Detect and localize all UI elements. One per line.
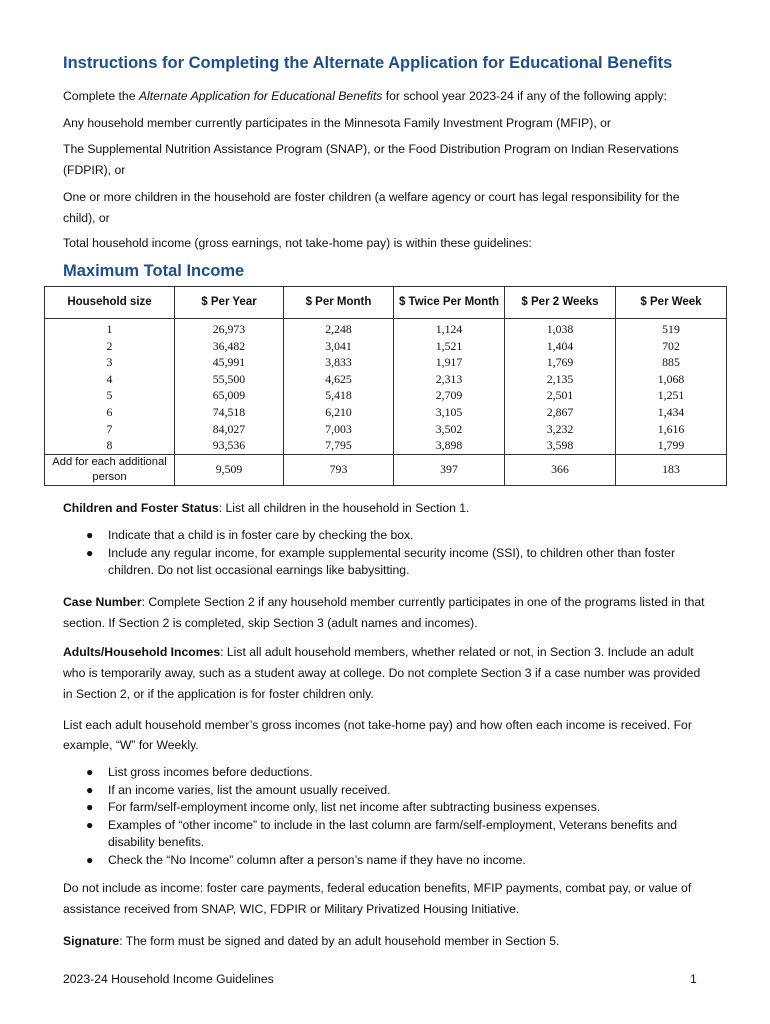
list-item [63,764,713,782]
table-cell: 4,625 [325,371,352,386]
header-household-size: Household size [45,287,175,319]
table-cell: 3,041 [325,338,352,353]
signature-label: Signature [63,934,120,948]
intro-suffix: for school year 2023-24 if any of the following apply: [382,89,667,103]
signature-section [63,931,713,952]
table-cell: 45,991 [212,355,246,370]
condition-foster: One or more children in the household are foster children (a welfare agency or court has legal responsibility for the child), or [63,190,680,225]
children-text: : List all children in the household in Section 1. [218,501,470,515]
table-cell: 1,917 [435,355,463,370]
adults-section [63,642,713,705]
header-per-year: $ Per Year [175,287,284,319]
table-cell: 3 [106,355,113,370]
table-cell: 1,038 [546,322,574,336]
adults-text: : List all adult household members, whether related or not, in Section 3. Include an adult who is temporarily away, such as a student away at college. Do not complete Section 3 if a case number was provided in Section 2, or if the application is for foster children only. [63,645,701,701]
exclusions-paragraph: Do not include as income: foster care payments, federal education benefits, MFIP payments, combat pay, or value of assistance received from SNAP, WIC, FDPIR or Military Privatized Housing Initiative. [63,881,692,916]
case-number-section [63,592,713,634]
table-cell: 65,009 [212,388,246,403]
income-guidelines-table [44,286,727,486]
table-cell: 6,210 [325,404,352,419]
case-number-text: : Complete Section 2 if any household member currently participates in one of the programs listed in that section. If Section 2 is completed, skip Section 3 (adult names and incomes). [63,595,705,630]
list-item-text: List gross incomes before deductions. [108,765,313,779]
table-cell: 1,616 [657,421,685,436]
per-2-weeks-column [505,319,616,455]
table-cell: 2,135 [546,371,574,386]
list-item-text: Examples of “other income” to include in the last column are farm/self-employment, Veterans benefits and disability benefits. [108,817,678,849]
table-cell: 702 [662,338,680,353]
table-cell: 6 [106,404,113,419]
intro-prefix: Complete the [63,89,139,103]
table-cell: 36,482 [212,338,246,353]
list-item-text: Include any regular income, for example supplemental security income (SSI), to children other than foster children. Do not list occasional earnings like babysitting. [108,545,675,577]
header-per-month: $ Per Month [284,287,394,319]
list-item-text: For farm/self-employment income only, list net income after subtracting business expenses. [108,800,601,814]
bullet-icon: ● [86,765,94,779]
gross-income-bullets [63,764,713,869]
table-cell: 183 [616,454,727,485]
per-month-column [284,319,394,455]
list-item-text: Indicate that a child is in foster care by checking the box. [108,528,414,542]
table-cell: 3,502 [435,421,463,436]
table-cell: 5,418 [325,388,352,403]
table-cell: 1,799 [657,438,685,453]
list-item-text: If an income varies, list the amount usually received. [108,782,391,797]
per-week-column [616,319,727,455]
list-item-text: Check the “No Income” column after a person’s name if they have no income. [108,852,526,867]
case-number-label: Case Number [63,595,142,609]
children-bullets [63,527,713,580]
adults-label: Adults/Household Incomes [63,645,221,659]
table-cell: 3,598 [546,438,574,453]
list-item [63,799,713,817]
table-cell: 7 [106,421,113,436]
table-cell: 1,124 [435,322,463,336]
additional-person-label: Add for each additional person [45,454,175,485]
bullet-icon: ● [86,817,94,832]
table-cell: 84,027 [212,421,246,436]
table-cell: 1,434 [657,404,685,419]
table-cell: 1,769 [546,355,574,370]
footer-title: 2023-24 Household Income Guidelines [63,972,274,986]
header-per-week: $ Per Week [616,287,727,319]
table-cell: 7,795 [325,438,352,453]
table-cell: 2,248 [325,322,352,336]
table-cell: 2,313 [435,371,463,386]
table-header-row [45,287,727,319]
list-item [63,782,713,800]
condition-mfip: Any household member currently participates in the Minnesota Family Investment Program (MFIP), or [63,116,611,130]
table-cell: 9,509 [175,454,284,485]
list-item [63,545,713,580]
list-item [63,527,713,545]
table-cell: 26,973 [212,322,246,336]
table-body-row [45,319,727,455]
condition-snap: The Supplemental Nutrition Assistance Program (SNAP), or the Food Distribution Program on Indian Reservations (FDPIR), or [63,142,679,177]
list-item [63,852,713,870]
bullet-icon: ● [86,800,94,814]
table-cell: 793 [284,454,394,485]
household-size-column [45,319,175,455]
table-cell: 3,232 [546,421,574,436]
children-section [63,498,713,519]
table-cell: 2,709 [435,388,463,403]
table-cell: 7,003 [325,421,352,436]
table-cell: 2,501 [546,388,574,403]
bullet-icon: ● [86,545,94,560]
table-cell: 4 [106,371,113,386]
twice-per-month-column [394,319,505,455]
table-cell: 3,898 [435,438,463,453]
table-cell: 2,867 [546,404,574,419]
per-year-column [175,319,284,455]
table-cell: 1,068 [657,371,685,386]
table-cell: 1,521 [435,338,463,353]
gross-income-paragraph: List each adult household member’s gross incomes (not take-home pay) and how often each income is received. For example, “W” for Weekly. [63,718,692,752]
list-item [63,817,713,852]
bullet-icon: ● [86,782,94,797]
intro-paragraph [63,86,713,107]
table-cell: 519 [662,322,680,336]
condition-income: Total household income (gross earnings, not take-home pay) is within these guidelines: [63,236,532,250]
table-cell: 5 [106,388,113,403]
bullet-icon: ● [86,528,94,542]
table-cell: 1,251 [657,388,685,403]
header-twice-per-month: $ Twice Per Month [394,287,505,319]
bullet-icon: ● [86,852,94,867]
table-cell: 885 [662,355,680,370]
intro-form-name: Alternate Application for Educational Benefits [138,89,383,103]
table-cell: 1,404 [546,338,574,353]
table-cell: 2 [106,338,113,353]
table-cell: 93,536 [212,438,246,453]
table-cell: 397 [394,454,505,485]
page-title: Instructions for Completing the Alternate Application for Educational Benefits [63,54,673,72]
income-table-heading: Maximum Total Income [63,262,245,280]
table-cell: 3,105 [435,404,463,419]
header-per-2-weeks: $ Per 2 Weeks [505,287,616,319]
additional-person-row [45,454,727,485]
signature-text: : The form must be signed and dated by an adult household member in Section 5. [119,934,560,948]
table-cell: 3,833 [325,355,352,370]
children-label: Children and Foster Status [63,501,219,515]
table-cell: 55,500 [212,371,246,386]
table-cell: 74,518 [212,404,246,419]
table-cell: 366 [505,454,616,485]
table-cell: 8 [106,438,113,453]
page-number: 1 [690,972,697,986]
table-cell: 1 [106,322,113,336]
